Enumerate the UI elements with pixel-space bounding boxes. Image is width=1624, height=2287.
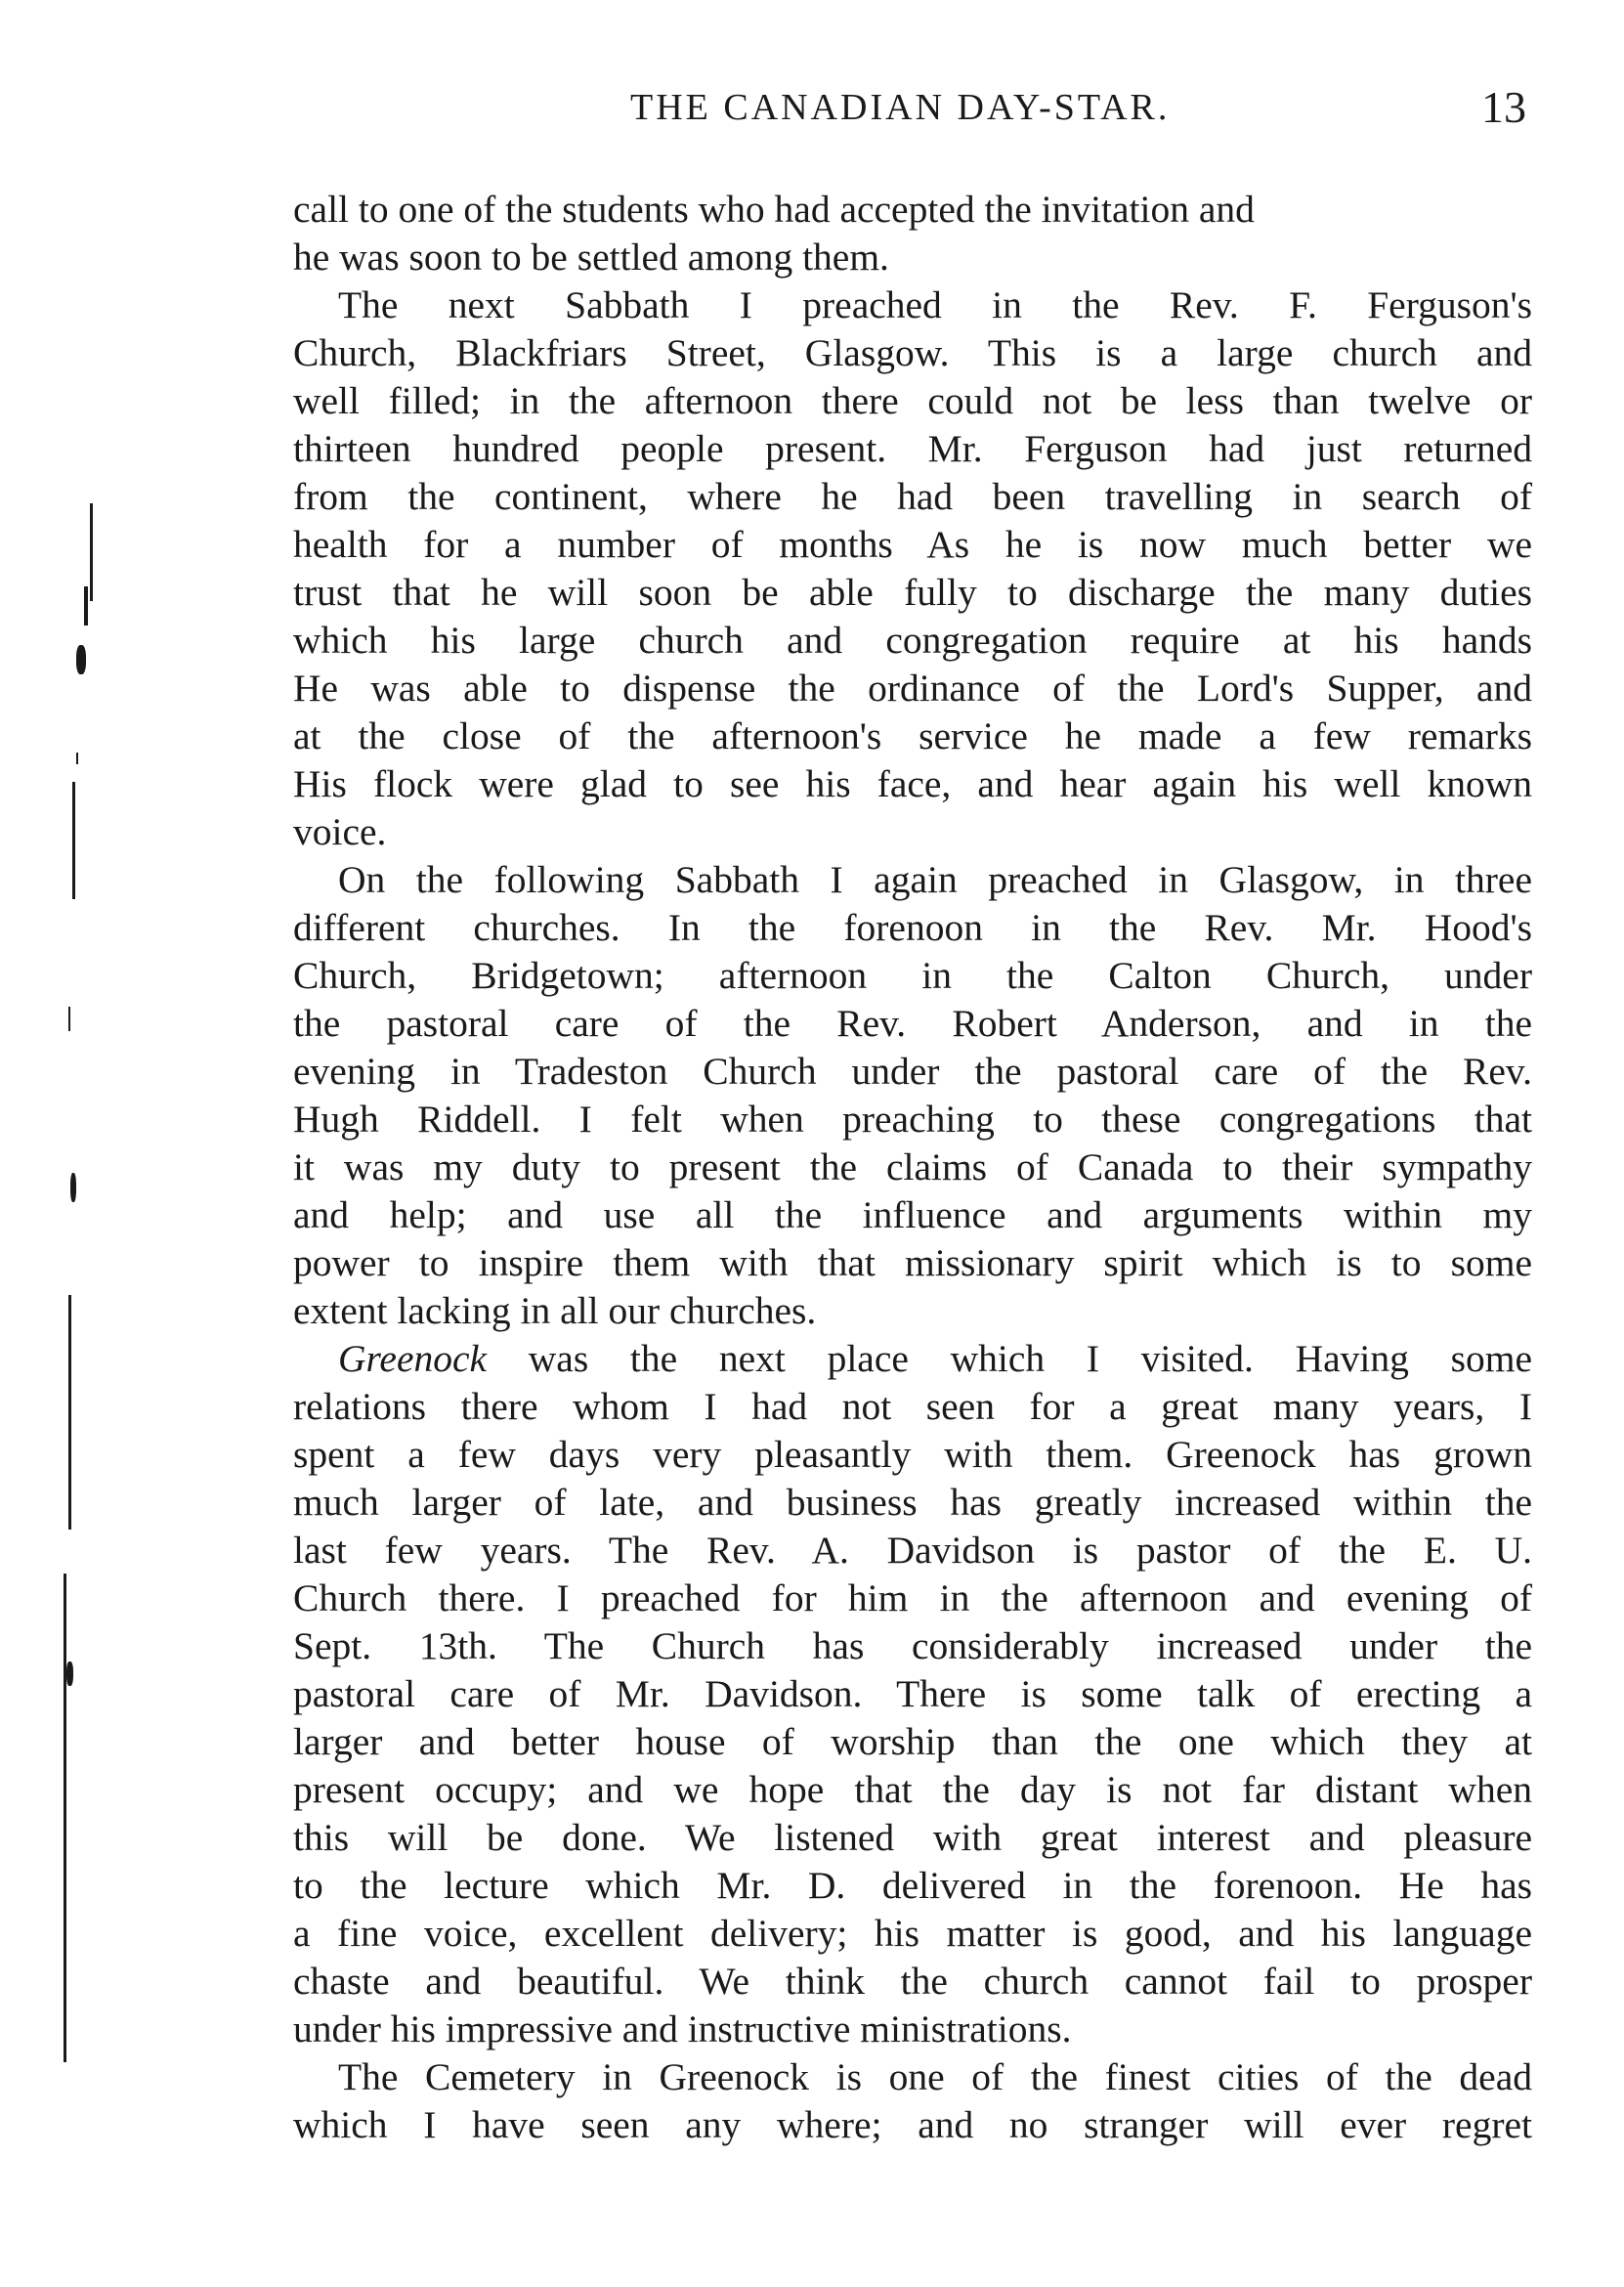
text-line: Church, Blackfriars Street, Glasgow. This is a large church and <box>293 331 1532 374</box>
margin-mark <box>72 782 75 899</box>
margin-mark <box>70 1173 76 1202</box>
text-line: relations there whom I had not seen for a great many years, I <box>293 1385 1532 1428</box>
margin-mark <box>76 753 78 764</box>
text-line: which his large church and congregation require at his hands <box>293 619 1532 662</box>
paragraph-start-line: The next Sabbath I preached in the Rev. F. Ferguson's <box>338 283 1532 326</box>
text-line: to the lecture which Mr. D. delivered in the forenoon. He has <box>293 1864 1532 1907</box>
place-name-italic: Greenock <box>338 1337 488 1380</box>
margin-mark <box>84 586 88 626</box>
paragraph-start-line: On the following Sabbath I again preached in Glasgow, in three <box>338 858 1532 901</box>
text-line: much larger of late, and business has greatly increased within the <box>293 1481 1532 1524</box>
text-line: well filled; in the afternoon there could not be less than twelve or <box>293 379 1532 422</box>
running-header <box>293 78 1526 137</box>
text-line: voice. <box>293 810 387 853</box>
margin-mark <box>90 503 93 601</box>
text-line: chaste and beautiful. We think the church cannot fail to prosper <box>293 1960 1532 2003</box>
text-line: trust that he will soon be able fully to discharge the many duties <box>293 571 1532 614</box>
text-line: and help; and use all the influence and arguments within my <box>293 1193 1532 1236</box>
margin-mark <box>68 1007 70 1031</box>
text-line: health for a number of months As he is now much better we <box>293 523 1532 566</box>
text-line: present occupy; and we hope that the day is not far distant when <box>293 1768 1532 1811</box>
text-line: larger and better house of worship than the one which they at <box>293 1720 1532 1763</box>
text-line: a fine voice, excellent delivery; his matter is good, and his language <box>293 1912 1532 1955</box>
margin-mark <box>76 645 86 674</box>
text-line: last few years. The Rev. A. Davidson is pastor of the E. U. <box>293 1529 1532 1572</box>
margin-mark <box>64 1574 66 2062</box>
text-line: Hugh Riddell. I felt when preaching to these congregations that <box>293 1098 1532 1141</box>
text-line: Sept. 13th. The Church has considerably increased under the <box>293 1624 1532 1667</box>
margin-mark <box>68 1295 71 1530</box>
text-line: power to inspire them with that missionary spirit which is to some <box>293 1241 1532 1284</box>
text-line: different churches. In the forenoon in the Rev. Mr. Hood's <box>293 906 1532 949</box>
text-line: this will be done. We listened with great interest and pleasure <box>293 1816 1532 1859</box>
text-line: under his impressive and instructive ministrations. <box>293 2007 1072 2050</box>
text-line: Church there. I preached for him in the afternoon and evening of <box>293 1576 1532 1619</box>
page-number: 13 <box>1481 82 1526 132</box>
text-line: spent a few days very pleasantly with them. Greenock has grown <box>293 1433 1532 1476</box>
text-line: it was my duty to present the claims of Canada to their sympathy <box>293 1145 1532 1188</box>
text-line: at the close of the afternoon's service he made a few remarks <box>293 714 1532 757</box>
text-line: extent lacking in all our churches. <box>293 1289 817 1332</box>
text-line: evening in Tradeston Church under the pastoral care of the Rev. <box>293 1050 1532 1093</box>
text-line: which I have seen any where; and no stranger will ever regret <box>293 2103 1532 2146</box>
text-line: he was soon to be settled among them. <box>293 236 889 279</box>
margin-mark <box>66 1661 73 1686</box>
text-line: Church, Bridgetown; afternoon in the Calton Church, under <box>293 954 1532 997</box>
text-line: He was able to dispense the ordinance of the Lord's Supper, and <box>293 667 1532 710</box>
text-line: thirteen hundred people present. Mr. Ferguson had just returned <box>293 427 1532 470</box>
paragraph-start-line: The Cemetery in Greenock is one of the finest cities of the dead <box>338 2055 1532 2098</box>
running-title: THE CANADIAN DAY-STAR. <box>630 87 1171 128</box>
text-line: from the continent, where he had been travelling in search of <box>293 475 1532 518</box>
paragraph-start-line: Greenock was the next place which I visited. Having some <box>338 1337 1532 1380</box>
text-line: call to one of the students who had accepted the invitation and <box>293 188 1255 231</box>
text-line: the pastoral care of the Rev. Robert Anderson, and in the <box>293 1002 1532 1045</box>
text-line: pastoral care of Mr. Davidson. There is some talk of erecting a <box>293 1672 1532 1715</box>
text-line: His flock were glad to see his face, and hear again his well known <box>293 762 1532 805</box>
body-text <box>293 186 1532 2149</box>
